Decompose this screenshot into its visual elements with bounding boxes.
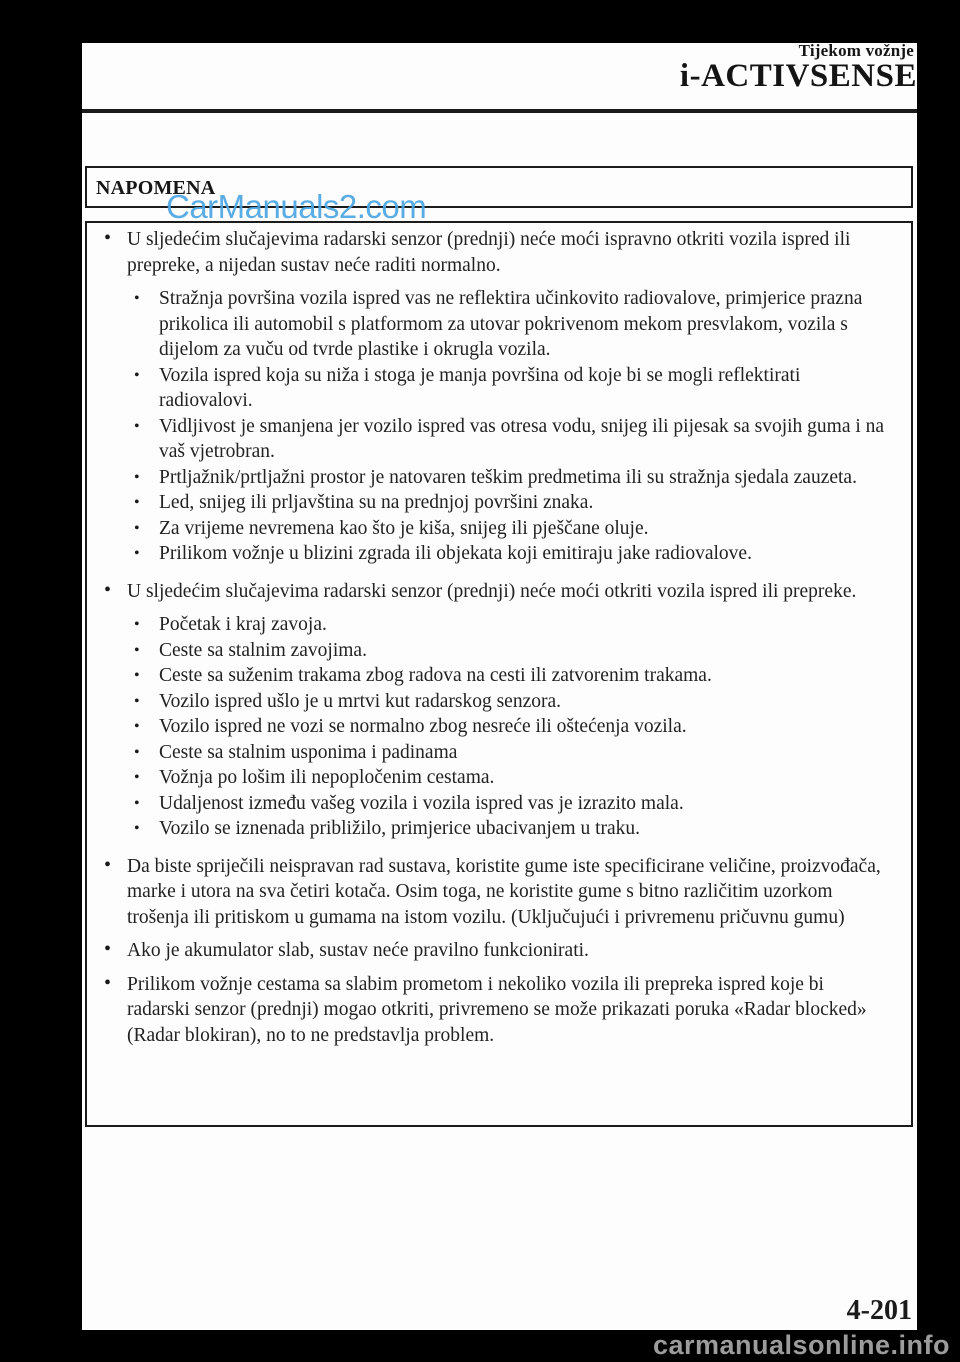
manual-page (82, 43, 917, 1330)
note-subitem-text: Vozilo ispred ušlo je u mrtvi kut radarskog senzora. (159, 690, 562, 712)
bullet-icon: • (134, 692, 140, 710)
bullet-icon: • (134, 743, 140, 761)
note-item (97, 938, 891, 964)
bullet-icon: • (104, 227, 112, 249)
bullet-icon: • (134, 641, 140, 659)
note-subitem-text: Vozilo se iznenada približilo, primjerice ubacivanjem u traku. (159, 818, 641, 839)
note-subitem-text: Vozila ispred koja su niža i stoga je manja površina od koje bi se mogli reflektirati radiovalovi. (159, 364, 801, 411)
note-subitem (127, 765, 891, 791)
note-item (97, 579, 891, 842)
bullet-icon: • (104, 971, 112, 994)
note-item-text: U sljedećim slučajevima radarski senzor (prednji) neće moći ispravno otkriti vozila ispred ili prepreke, a nijedan sustav neće raditi normalno. (127, 229, 851, 276)
bullet-icon: • (134, 718, 140, 735)
note-subitem (127, 663, 891, 689)
bullet-icon: • (134, 519, 140, 537)
note-subitem (127, 740, 891, 766)
bullet-icon: • (134, 794, 140, 812)
note-subitem (127, 465, 891, 491)
bullet-icon: • (134, 616, 140, 633)
note-subitem (127, 363, 891, 414)
note-subitem-text: Vožnja po lošim ili nepopločenim cestama. (159, 767, 495, 788)
note-title: NAPOMENA (96, 177, 216, 199)
header-section-label: Tijekom vožnje (798, 41, 914, 60)
note-subitem-text: Prtljažnik/prtljažni prostor je natovaren teškim predmetima ili su stražnja sjedala zauzeta. (159, 466, 857, 488)
note-item (97, 227, 891, 567)
bullet-icon: • (134, 769, 140, 786)
page-number: 4-201 (846, 1295, 912, 1326)
note-subitem (127, 816, 891, 842)
note-subitem (127, 541, 891, 567)
bullet-icon: • (104, 938, 112, 960)
note-subitem (127, 612, 891, 638)
note-sublist (127, 286, 891, 567)
note-item-text: Ako je akumulator slab, sustav neće pravilno funkcionirati. (127, 940, 589, 961)
bullet-icon: • (134, 820, 140, 837)
page-title: i-ACTIVSENSE (679, 58, 917, 94)
note-items (97, 227, 891, 1048)
note-subitem (127, 516, 891, 542)
bullet-icon: • (134, 494, 140, 511)
bullet-icon: • (134, 366, 140, 384)
note-subitem-text: Početak i kraj zavoja. (159, 614, 327, 635)
note-item (97, 854, 891, 931)
bullet-icon: • (134, 417, 140, 435)
bullet-icon: • (104, 578, 112, 601)
note-item-text: U sljedećim slučajevima radarski senzor (prednji) neće moći otkriti vozila ispred ili prepreke. (127, 580, 857, 602)
note-body-box (85, 221, 913, 1127)
bullet-icon: • (104, 853, 112, 876)
note-subitem (127, 414, 891, 465)
note-item-text: Prilikom vožnje cestama sa slabim prometom i nekoliko vozila ili prepreka ispred koje bi radarski senzor (prednji) mogao otkriti, privremeno se može prikazati poruka «Radar blocked» (Radar blokiran), no to ne predstavlja problem. (127, 973, 867, 1046)
note-subitem-text: Za vrijeme nevremena kao što je kiša, snijeg ili pješčane oluje. (159, 517, 649, 539)
note-subitem-text: Stražnja površina vozila ispred vas ne reflektira učinkovito radiovalove, primjerice prazna prikolica ili automobil s platformom za utovar pokrivenom mekom presvlakom, vozila s dijelom za vuču od tvrde plastike i okrugla vozila. (159, 288, 863, 360)
note-subitem (127, 714, 891, 740)
note-item (97, 972, 891, 1049)
note-subitem (127, 791, 891, 817)
note-sublist (127, 612, 891, 842)
bullet-icon: • (134, 468, 140, 486)
note-subitem-text: Ceste sa suženim trakama zbog radova na cesti ili zatvorenim trakama. (159, 665, 712, 686)
note-subitem (127, 490, 891, 516)
note-title-box (85, 166, 913, 208)
bullet-icon: • (134, 545, 140, 562)
note-subitem-text: Led, snijeg ili prljavština su na prednjoj površini znaka. (159, 492, 594, 513)
header-rule (82, 109, 917, 113)
note-subitem (127, 286, 891, 363)
watermark-text: CarManuals2.com (166, 188, 427, 225)
note-subitem-text: Ceste sa stalnim usponima i padinama (159, 741, 458, 763)
note-item-text: Da biste spriječili neispravan rad sustava, koristite gume iste specificirane veličine, proizvođača, marke i utora na sva četiri kotača. Osim toga, ne koristite gume s bitno različitim uzorkom trošenja ili pritiskom u gumama na istom vozilu. (Uključujući i privremenu pričuvnu gumu) (127, 855, 881, 928)
note-subitem-text: Udaljenost između vašeg vozila i vozila ispred vas je izrazito mala. (159, 792, 684, 814)
note-subitem-text: Prilikom vožnje u blizini zgrada ili objekata koji emitiraju jake radiovalove. (159, 543, 752, 564)
note-subitem (127, 689, 891, 715)
note-subitem-text: Ceste sa stalnim zavojima. (159, 639, 367, 661)
note-subitem-text: Vozilo ispred ne vozi se normalno zbog nesreće ili oštećenja vozila. (159, 716, 687, 737)
site-watermark: carmanualsonline.info (652, 1330, 950, 1360)
note-subitem-text: Vidljivost je smanjena jer vozilo ispred vas otresa vodu, snijeg ili pijesak sa svojih guma i na vaš vjetrobran. (159, 415, 885, 462)
bullet-icon: • (134, 667, 140, 684)
note-subitem (127, 638, 891, 664)
bullet-icon: • (134, 290, 140, 307)
